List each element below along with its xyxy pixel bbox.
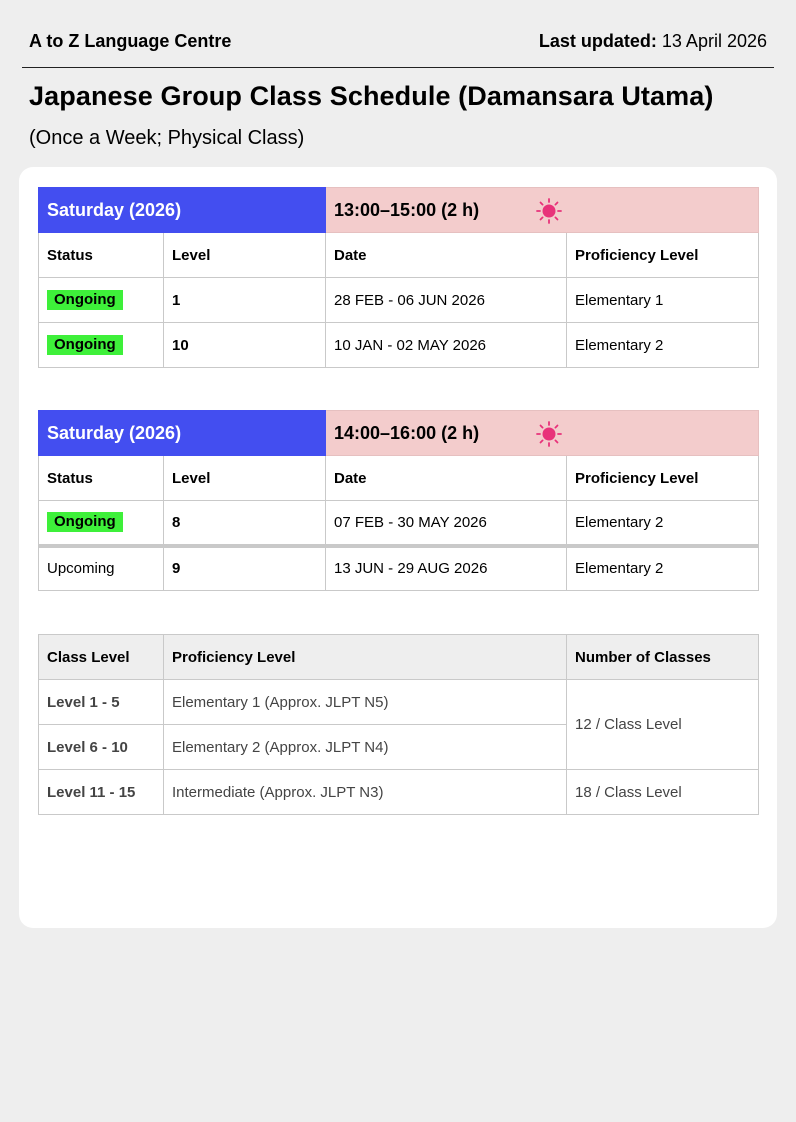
day-label: Saturday (2026): [39, 411, 326, 456]
col-class-level: Class Level: [39, 635, 164, 680]
status-cell: Upcoming: [39, 546, 164, 591]
table-row: [39, 278, 759, 323]
col-level: Level: [164, 456, 326, 501]
table-row: [39, 323, 759, 368]
col-proficiency: Proficiency Level: [567, 233, 759, 278]
schedule-card: [19, 167, 777, 928]
time-label: 14:00–16:00 (2 h): [334, 422, 480, 443]
schedule-table-1: [38, 187, 759, 368]
level-cell: 1: [164, 278, 326, 323]
class-level-cell: Level 6 - 10: [39, 725, 164, 770]
time-slot: [326, 188, 759, 233]
col-date: Date: [326, 456, 567, 501]
time-label: 13:00–15:00 (2 h): [334, 199, 480, 220]
page-title: Japanese Group Class Schedule (Damansara Utama): [29, 81, 714, 111]
status-cell: [39, 278, 164, 323]
status-badge: Ongoing: [47, 512, 123, 532]
date-cell: 10 JAN - 02 MAY 2026: [326, 323, 567, 368]
classes-count-cell: 12 / Class Level: [567, 680, 759, 770]
proficiency-cell: Intermediate (Approx. JLPT N3): [164, 770, 567, 815]
time-slot: [326, 411, 759, 456]
schedule-header-row: [39, 411, 759, 456]
page-subtitle: (Once a Week; Physical Class): [29, 127, 305, 149]
proficiency-cell: Elementary 2: [567, 501, 759, 546]
classes-count-cell: 18 / Class Level: [567, 770, 759, 815]
brand-name: A to Z Language Centre: [29, 31, 232, 51]
column-header-row: [39, 456, 759, 501]
sun-icon: [536, 421, 562, 447]
status-badge: Ongoing: [47, 290, 123, 310]
col-level: Level: [164, 233, 326, 278]
col-number-of-classes: Number of Classes: [567, 635, 759, 680]
day-label: Saturday (2026): [39, 188, 326, 233]
status-badge: Ongoing: [47, 335, 123, 355]
table-row: [39, 546, 759, 591]
table-row: [39, 770, 759, 815]
level-reference-table: [38, 634, 759, 815]
status-cell: [39, 501, 164, 546]
sun-icon: [536, 198, 562, 224]
date-cell: 07 FEB - 30 MAY 2026: [326, 501, 567, 546]
schedule-table-2: [38, 410, 759, 591]
proficiency-cell: Elementary 1: [567, 278, 759, 323]
proficiency-cell: Elementary 2: [567, 546, 759, 591]
table-row: [39, 501, 759, 546]
proficiency-cell: Elementary 2: [567, 323, 759, 368]
level-cell: 9: [164, 546, 326, 591]
class-level-cell: Level 11 - 15: [39, 770, 164, 815]
top-bar: [22, 0, 774, 68]
last-updated-value: 13 April 2026: [661, 31, 767, 51]
level-cell: 10: [164, 323, 326, 368]
status-cell: [39, 323, 164, 368]
table-row: [39, 680, 759, 725]
class-level-cell: Level 1 - 5: [39, 680, 164, 725]
last-updated: [539, 31, 767, 52]
proficiency-cell: Elementary 2 (Approx. JLPT N4): [164, 725, 567, 770]
col-proficiency: Proficiency Level: [567, 456, 759, 501]
level-cell: 8: [164, 501, 326, 546]
col-status: Status: [39, 456, 164, 501]
col-date: Date: [326, 233, 567, 278]
column-header-row: [39, 233, 759, 278]
date-cell: 13 JUN - 29 AUG 2026: [326, 546, 567, 591]
last-updated-label: Last updated:: [538, 31, 657, 51]
proficiency-cell: Elementary 1 (Approx. JLPT N5): [164, 680, 567, 725]
schedule-header-row: [39, 188, 759, 233]
reference-header-row: [39, 635, 759, 680]
date-cell: 28 FEB - 06 JUN 2026: [326, 278, 567, 323]
col-proficiency-level: Proficiency Level: [164, 635, 567, 680]
col-status: Status: [39, 233, 164, 278]
